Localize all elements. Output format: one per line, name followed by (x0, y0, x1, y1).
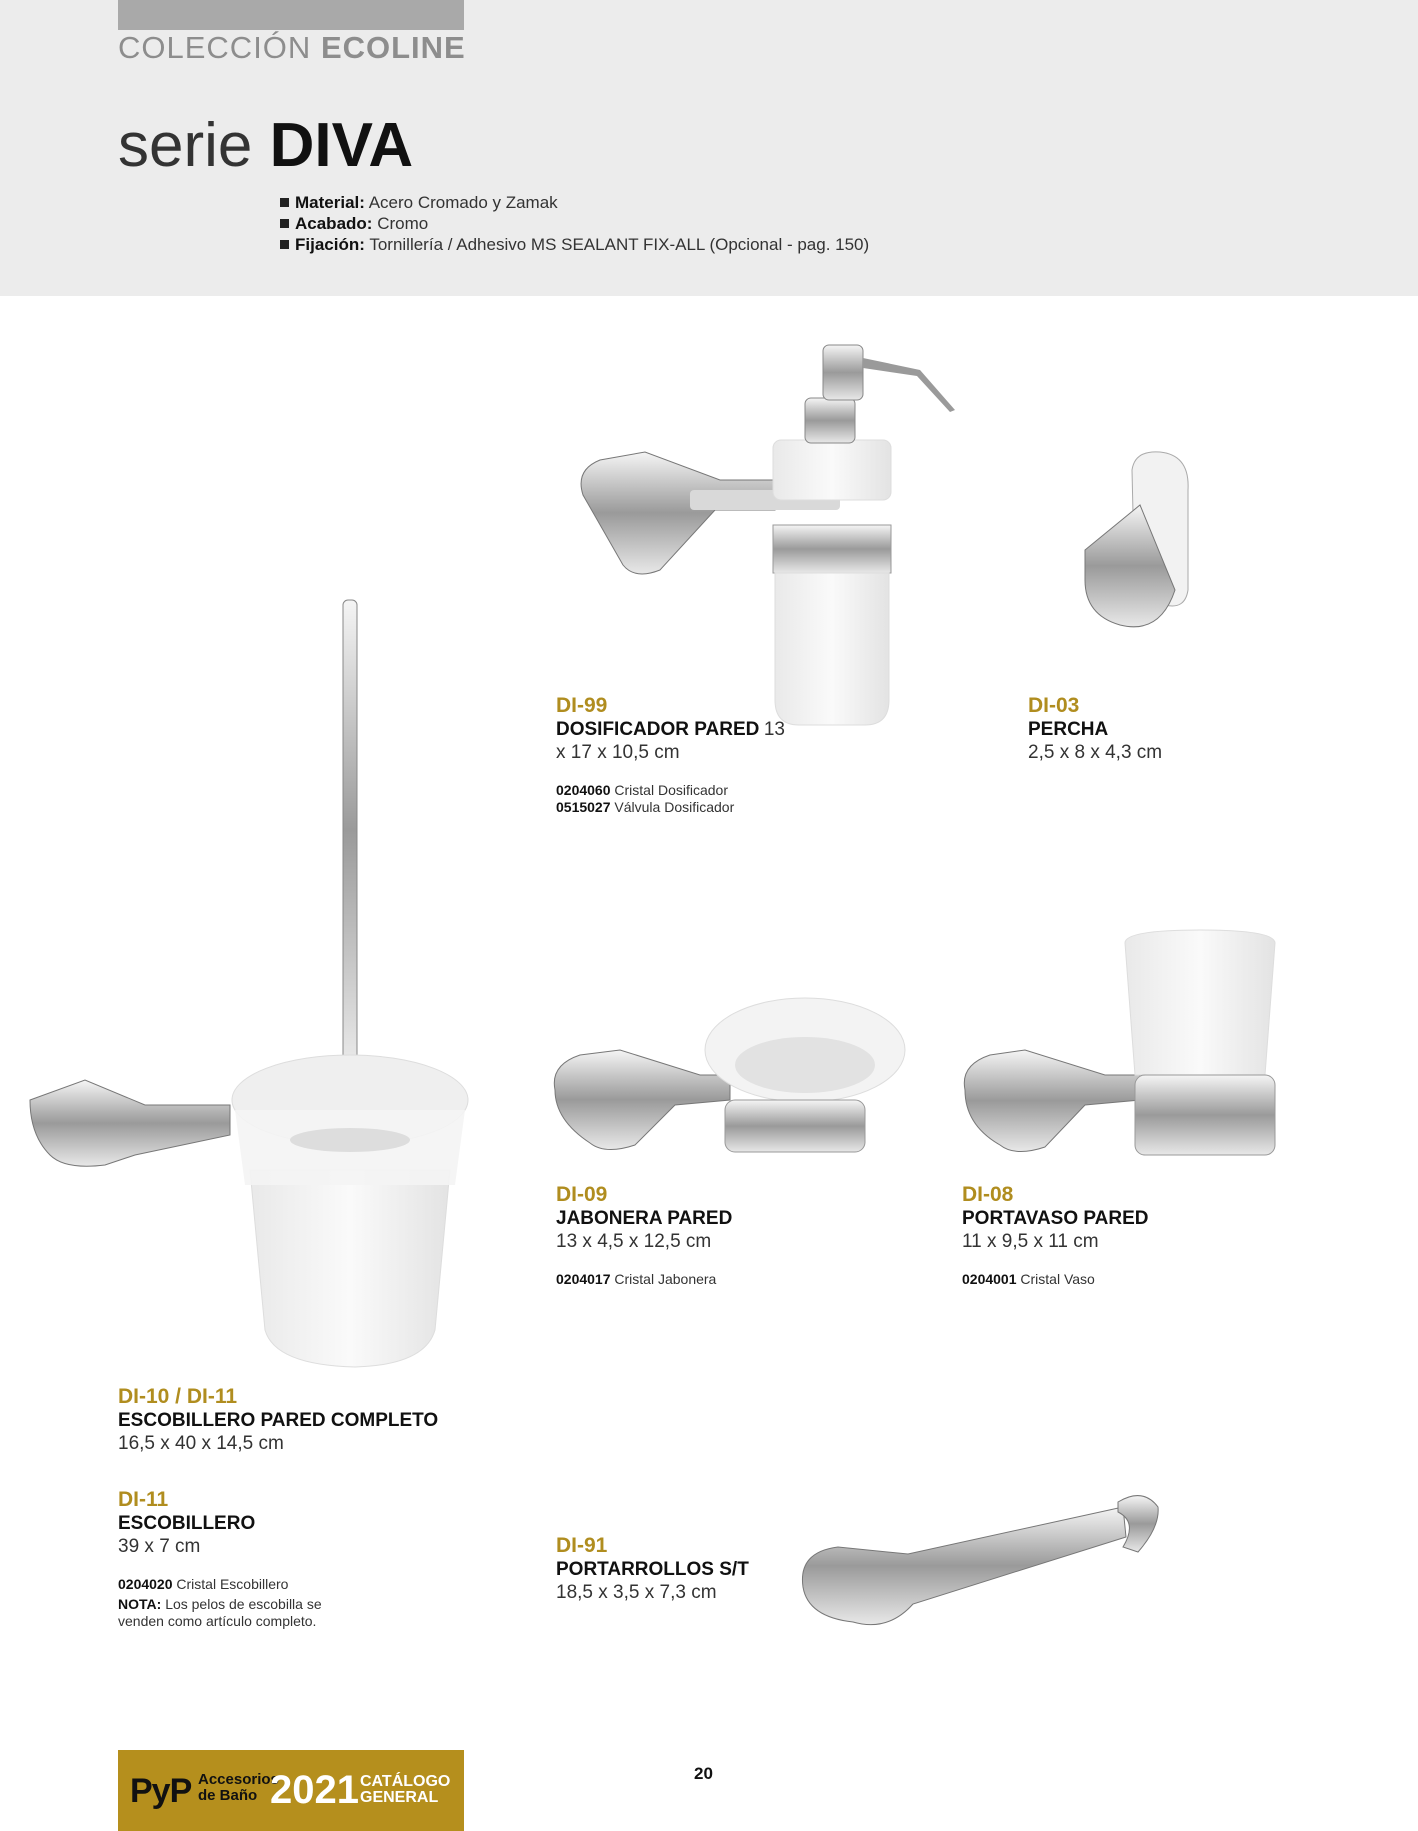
series-title (118, 108, 413, 184)
product-dims-a: 13 (763, 719, 785, 740)
serie-light: serie (118, 111, 253, 180)
product-di11 (118, 1488, 322, 1630)
collection-bold: ECOLINE (320, 30, 466, 65)
bullet-icon (280, 219, 289, 228)
brand-subtitle (198, 1772, 279, 1804)
ref-code: 0204020 (118, 1576, 173, 1592)
spec-value: Tornillería / Adhesivo MS SEALANT FIX-ALL (Opcional - pag. 150) (369, 235, 870, 254)
spec-label: Acabado: (295, 214, 373, 233)
ref-code: 0204001 (962, 1271, 1017, 1287)
brand-line: de Baño (198, 1787, 258, 1804)
product-di10-di11 (118, 1385, 438, 1455)
robe-hook-image (1080, 450, 1200, 635)
product-dims: 16,5 x 40 x 14,5 cm (118, 1433, 284, 1454)
product-name: PORTAVASO PARED (962, 1208, 1149, 1229)
ref-desc: Cristal Vaso (1020, 1271, 1095, 1287)
product-dims: 13 x 4,5 x 12,5 cm (556, 1231, 712, 1252)
ref-desc: Cristal Jabonera (614, 1271, 717, 1287)
product-dims-b: x 17 x 10,5 cm (556, 742, 680, 763)
ref-item (556, 782, 785, 799)
product-code: DI-03 (1028, 694, 1080, 717)
collection-bar (118, 0, 464, 30)
ref-code: 0204017 (556, 1271, 611, 1287)
spec-label: Fijación: (295, 235, 365, 254)
product-dims: 11 x 9,5 x 11 cm (962, 1231, 1099, 1252)
ref-desc: Cristal Dosificador (614, 782, 728, 798)
spec-fixing (280, 234, 869, 255)
note-line (118, 1596, 322, 1613)
product-name: PORTARROLLOS S/T (556, 1559, 749, 1580)
catalog-year: 2021 (270, 1768, 359, 1812)
product-name: JABONERA PARED (556, 1208, 733, 1229)
catalog-label (360, 1774, 450, 1806)
product-code: DI-11 (118, 1488, 169, 1511)
product-di09 (556, 1183, 732, 1288)
catalog-line: CATÁLOGO (360, 1773, 451, 1790)
toilet-brush-image (25, 595, 470, 1370)
product-dims: 2,5 x 8 x 4,3 cm (1028, 742, 1163, 763)
ref-item (962, 1271, 1149, 1288)
product-code: DI-09 (556, 1183, 608, 1206)
note-text: Los pelos de escobilla se (165, 1596, 322, 1612)
spec-material (280, 192, 869, 213)
product-dims: 18,5 x 3,5 x 7,3 cm (556, 1582, 717, 1603)
ref-item (118, 1576, 322, 1593)
spec-list (280, 192, 869, 255)
product-name: PERCHA (1028, 719, 1109, 740)
note-line: venden como artículo completo. (118, 1613, 317, 1629)
bullet-icon (280, 240, 289, 249)
ref-desc: Válvula Dosificador (614, 799, 735, 815)
product-code: DI-08 (962, 1183, 1014, 1206)
product-code: DI-99 (556, 694, 608, 717)
toilet-roll-holder-image (798, 1492, 1163, 1632)
tumbler-holder-image (960, 925, 1280, 1165)
collection-title (118, 30, 466, 66)
serie-bold: DIVA (269, 111, 414, 180)
product-refs (118, 1576, 322, 1593)
page-number: 20 (694, 1764, 713, 1783)
product-code: DI-10 / DI-11 (118, 1385, 238, 1408)
product-name: ESCOBILLERO PARED COMPLETO (118, 1410, 439, 1431)
product-di08 (962, 1183, 1149, 1288)
product-di99 (556, 694, 785, 816)
ref-item (556, 1271, 732, 1288)
ref-item (556, 799, 785, 816)
product-code: DI-91 (556, 1534, 608, 1557)
brand-line: Accesorios (198, 1771, 279, 1788)
brand-logo: PyP (130, 1772, 192, 1810)
soap-dish-image (550, 995, 910, 1160)
spec-value: Cromo (377, 214, 429, 233)
note-label: NOTA: (118, 1596, 162, 1612)
product-refs (556, 782, 785, 816)
spec-finish (280, 213, 869, 234)
ref-desc: Cristal Escobillero (176, 1576, 289, 1592)
collection-light: COLECCIÓN (118, 30, 312, 65)
product-di91 (556, 1534, 749, 1604)
footer-brand-box (118, 1750, 464, 1831)
product-name-line (556, 718, 785, 741)
spec-label: Material: (295, 193, 365, 212)
product-name: ESCOBILLERO (118, 1513, 256, 1534)
product-note (118, 1596, 322, 1630)
product-refs (556, 1271, 732, 1288)
product-refs (962, 1271, 1149, 1288)
product-dims: 39 x 7 cm (118, 1536, 201, 1557)
product-name: DOSIFICADOR PARED (556, 719, 760, 740)
product-di03 (1028, 694, 1162, 764)
ref-code: 0515027 (556, 799, 611, 815)
catalog-line: GENERAL (360, 1789, 439, 1806)
soap-dispenser-image (575, 340, 960, 730)
ref-code: 0204060 (556, 782, 611, 798)
bullet-icon (280, 198, 289, 207)
spec-value: Acero Cromado y Zamak (368, 193, 558, 212)
